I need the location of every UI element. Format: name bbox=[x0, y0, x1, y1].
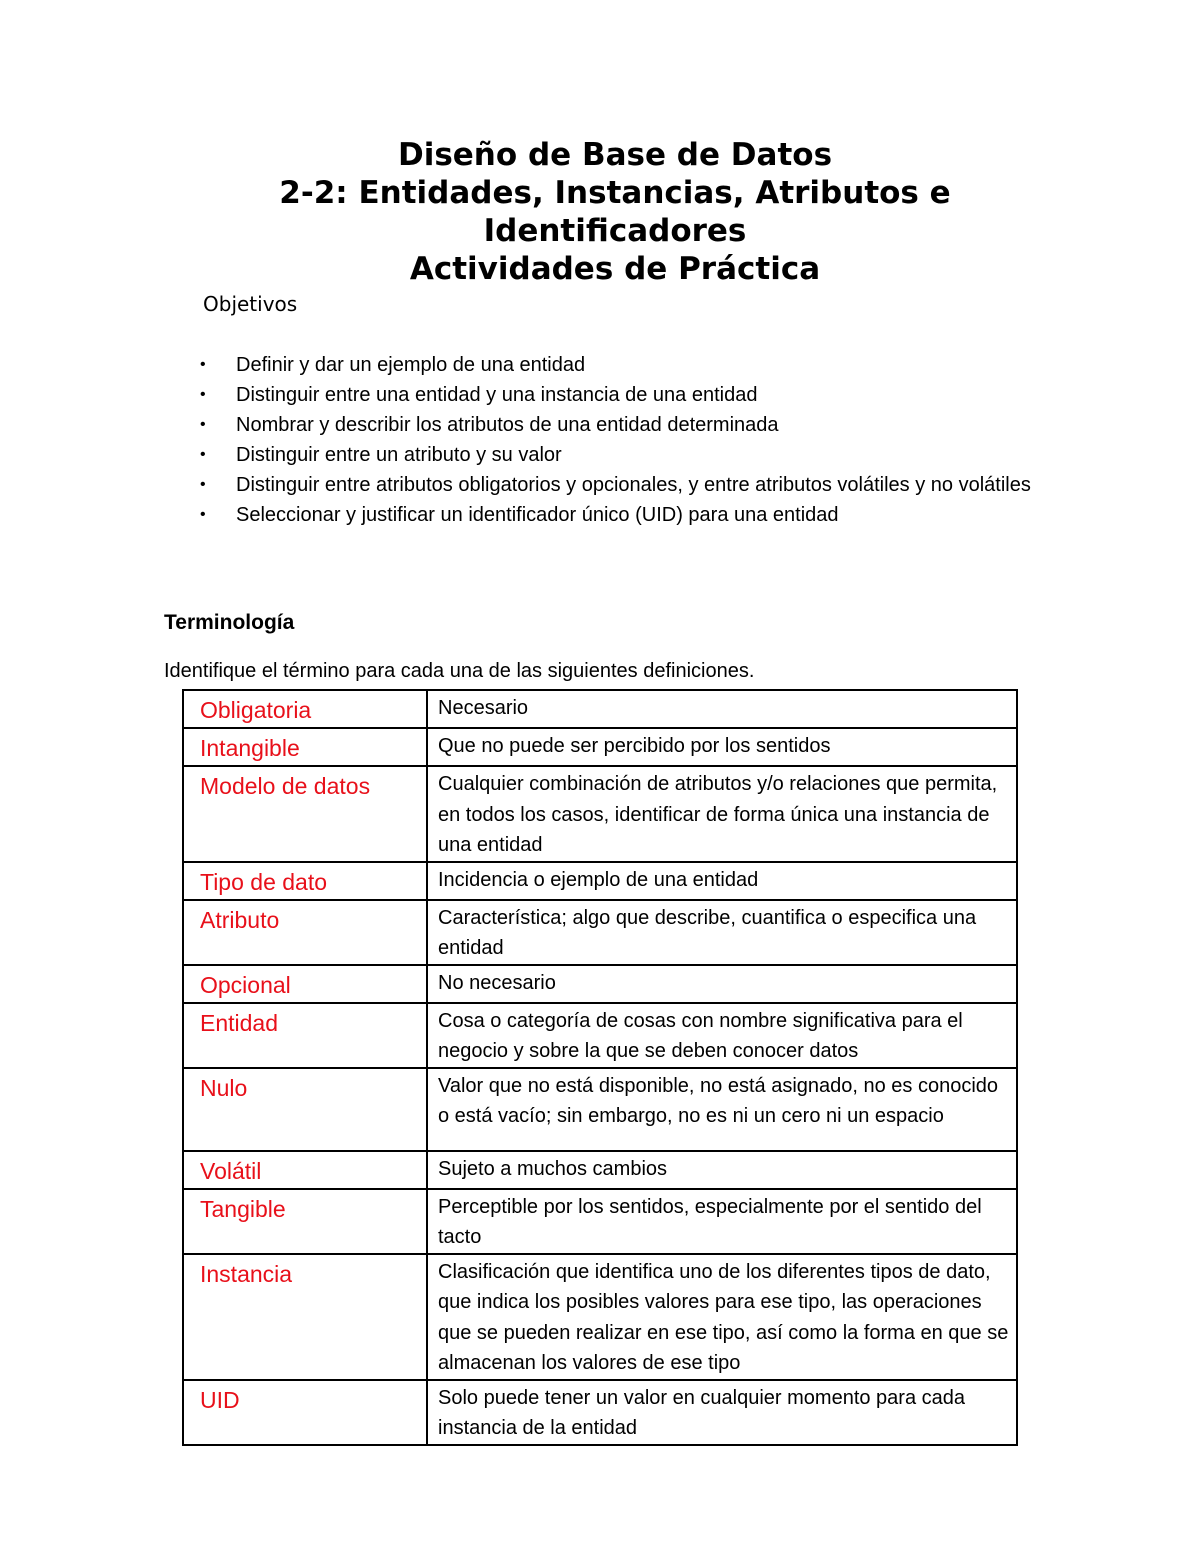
term-cell: Tangible bbox=[183, 1189, 427, 1254]
definition-cell: Incidencia o ejemplo de una entidad bbox=[427, 862, 1017, 900]
term-cell: UID bbox=[183, 1380, 427, 1445]
bullet-icon: • bbox=[200, 506, 206, 523]
title-line-1: Diseño de Base de Datos bbox=[397, 137, 833, 173]
definition-cell: Necesario bbox=[427, 690, 1017, 728]
list-item bbox=[200, 500, 1040, 530]
definition-cell: Cosa o categoría de cosas con nombre significativa para el negocio y sobre la que se deben conocer datos bbox=[427, 1003, 1017, 1068]
term-cell: Intangible bbox=[183, 728, 427, 766]
term-cell: Opcional bbox=[183, 965, 427, 1003]
table-row bbox=[183, 1189, 1017, 1254]
table-row bbox=[183, 1151, 1017, 1189]
list-item-text: Distinguir entre atributos obligatorios y opcionales, y entre atributos volátiles y no volátiles bbox=[236, 474, 1031, 496]
term-cell: Atributo bbox=[183, 900, 427, 965]
list-item-text: Seleccionar y justificar un identificador único (UID) para una entidad bbox=[236, 504, 839, 526]
bullet-icon: • bbox=[200, 446, 206, 463]
term-cell: Entidad bbox=[183, 1003, 427, 1068]
terminologia-instruction: Identifique el término para cada una de las siguientes definiciones. bbox=[164, 660, 755, 682]
objetivos-list bbox=[200, 350, 1040, 530]
term-cell: Nulo bbox=[183, 1068, 427, 1151]
list-item-text: Definir y dar un ejemplo de una entidad bbox=[236, 354, 586, 376]
terms-table bbox=[182, 689, 1018, 1446]
table-row bbox=[183, 1003, 1017, 1068]
term-cell: Modelo de datos bbox=[183, 766, 427, 862]
bullet-icon: • bbox=[200, 416, 206, 433]
definition-cell: Solo puede tener un valor en cualquier momento para cada instancia de la entidad bbox=[427, 1380, 1017, 1445]
term-cell: Tipo de dato bbox=[183, 862, 427, 900]
title-line-3: Identificadores bbox=[483, 213, 747, 249]
term-cell: Volátil bbox=[183, 1151, 427, 1189]
definition-cell: Sujeto a muchos cambios bbox=[427, 1151, 1017, 1189]
list-item bbox=[200, 440, 1040, 470]
table-row bbox=[183, 1380, 1017, 1445]
title-line-4: Actividades de Práctica bbox=[409, 251, 821, 287]
list-item bbox=[200, 350, 1040, 380]
table-row bbox=[183, 766, 1017, 862]
document-title bbox=[0, 136, 1200, 288]
bullet-icon: • bbox=[200, 356, 206, 373]
table-row bbox=[183, 862, 1017, 900]
table-row bbox=[183, 690, 1017, 728]
bullet-icon: • bbox=[200, 386, 206, 403]
definition-cell: Perceptible por los sentidos, especialmente por el sentido del tacto bbox=[427, 1189, 1017, 1254]
definition-cell: Clasificación que identifica uno de los diferentes tipos de dato, que indica los posibles valores para ese tipo, las operaciones que se pueden realizar en ese tipo, así como la forma en que se almacenan los valores de ese tipo bbox=[427, 1254, 1017, 1380]
term-cell: Instancia bbox=[183, 1254, 427, 1380]
table-row bbox=[183, 1068, 1017, 1151]
bullet-icon: • bbox=[200, 476, 206, 493]
title-line-2: 2-2: Entidades, Instancias, Atributos e bbox=[279, 175, 951, 211]
list-item-text: Distinguir entre un atributo y su valor bbox=[236, 444, 562, 466]
definition-cell: Valor que no está disponible, no está asignado, no es conocido o está vacío; sin embargo, no es ni un cero ni un espacio bbox=[427, 1068, 1017, 1151]
list-item bbox=[200, 410, 1040, 440]
term-cell: Obligatoria bbox=[183, 690, 427, 728]
definition-cell: Característica; algo que describe, cuantifica o especifica una entidad bbox=[427, 900, 1017, 965]
list-item-text: Distinguir entre una entidad y una instancia de una entidad bbox=[236, 384, 758, 406]
list-item bbox=[200, 380, 1040, 410]
list-item-text: Nombrar y describir los atributos de una entidad determinada bbox=[236, 414, 779, 436]
definition-cell: No necesario bbox=[427, 965, 1017, 1003]
table-row bbox=[183, 728, 1017, 766]
definition-cell: Cualquier combinación de atributos y/o relaciones que permita, en todos los casos, identificar de forma única una instancia de una entidad bbox=[427, 766, 1017, 862]
objetivos-heading: Objetivos bbox=[203, 292, 298, 316]
list-item bbox=[200, 470, 1040, 500]
table-row bbox=[183, 1254, 1017, 1380]
table-row bbox=[183, 900, 1017, 965]
definition-cell: Que no puede ser percibido por los sentidos bbox=[427, 728, 1017, 766]
table-row bbox=[183, 965, 1017, 1003]
terminologia-heading: Terminología bbox=[164, 611, 295, 634]
